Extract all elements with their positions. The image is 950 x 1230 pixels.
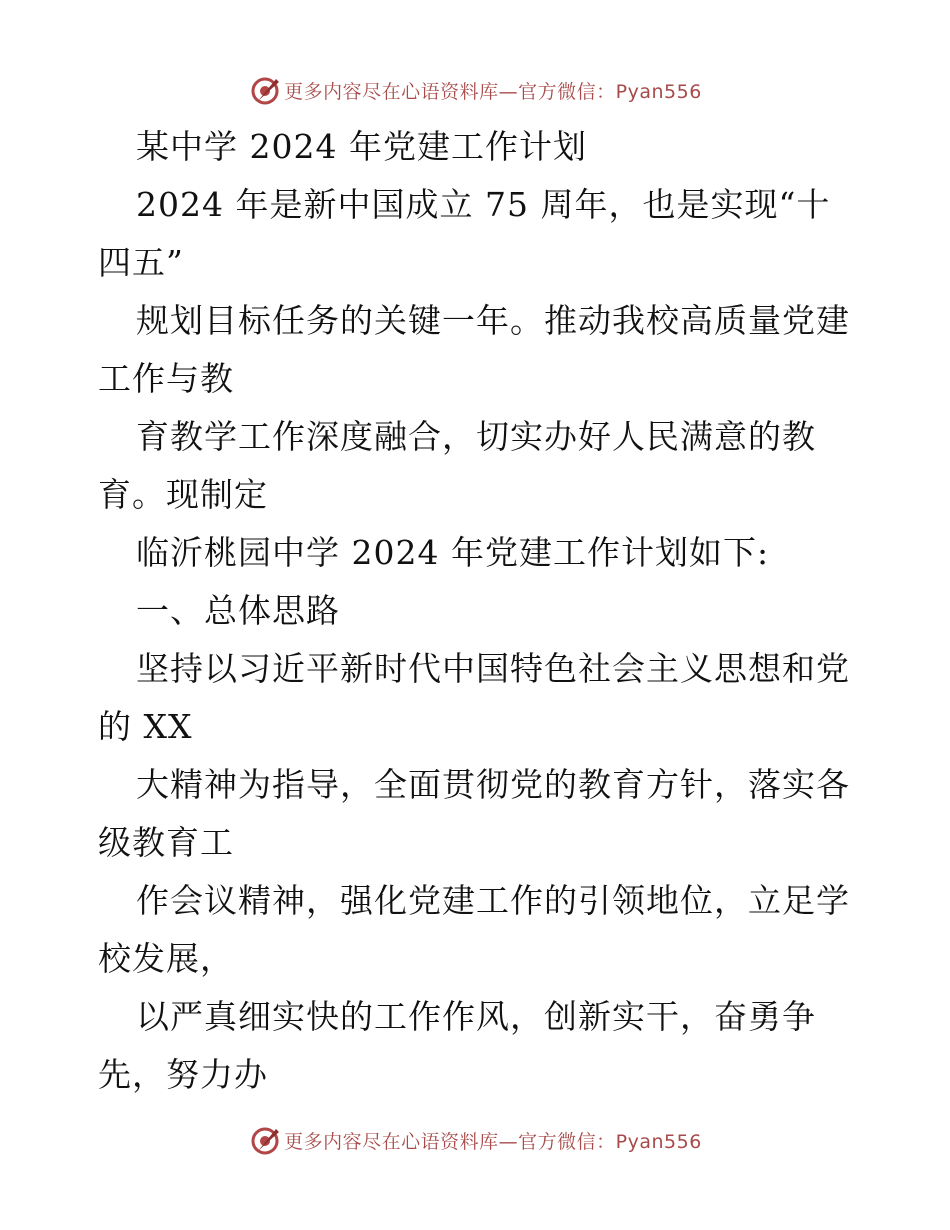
paragraph-line: 级教育工 [98, 823, 234, 862]
paragraph-line: 大精神为指导，全面贯彻党的教育方针，落实各 [136, 765, 850, 804]
paragraph-line: 以严真细实快的工作作风，创新实干，奋勇争 [136, 997, 816, 1036]
paragraph-line: 先，努力办 [98, 1055, 268, 1094]
paragraph-line: 2024 年是新中国成立 75 周年，也是实现“十 [136, 185, 831, 224]
paragraph-line: 校发展， [98, 939, 234, 978]
paragraph-line: 作会议精神，强化党建工作的引领地位，立足学 [136, 881, 850, 920]
paragraph-line: 坚持以习近平新时代中国特色社会主义思想和党 [136, 649, 850, 688]
watermark-banner-bottom [0, 1120, 950, 1160]
paragraph-line: 工作与教 [98, 359, 234, 398]
watermark-banner-top [0, 70, 950, 110]
watermark-text: 更多内容尽在心语资料库—官方微信：Pyan556 [284, 80, 702, 103]
paragraph-line: 的 XX [98, 707, 193, 746]
document-body [98, 118, 868, 1104]
quill-logo-icon [248, 1123, 282, 1157]
watermark-text: 更多内容尽在心语资料库—官方微信：Pyan556 [284, 1130, 702, 1153]
quill-logo-icon [248, 73, 282, 107]
paragraph-line: 四五” [98, 243, 184, 282]
document-title: 某中学 2024 年党建工作计划 [136, 127, 587, 166]
paragraph-line: 规划目标任务的关键一年。推动我校高质量党建 [136, 301, 850, 340]
section-heading: 一、总体思路 [136, 591, 340, 630]
paragraph-line: 育。现制定 [98, 475, 268, 514]
paragraph-line: 临沂桃园中学 2024 年党建工作计划如下: [136, 533, 770, 572]
paragraph-line: 育教学工作深度融合，切实办好人民满意的教 [136, 417, 816, 456]
